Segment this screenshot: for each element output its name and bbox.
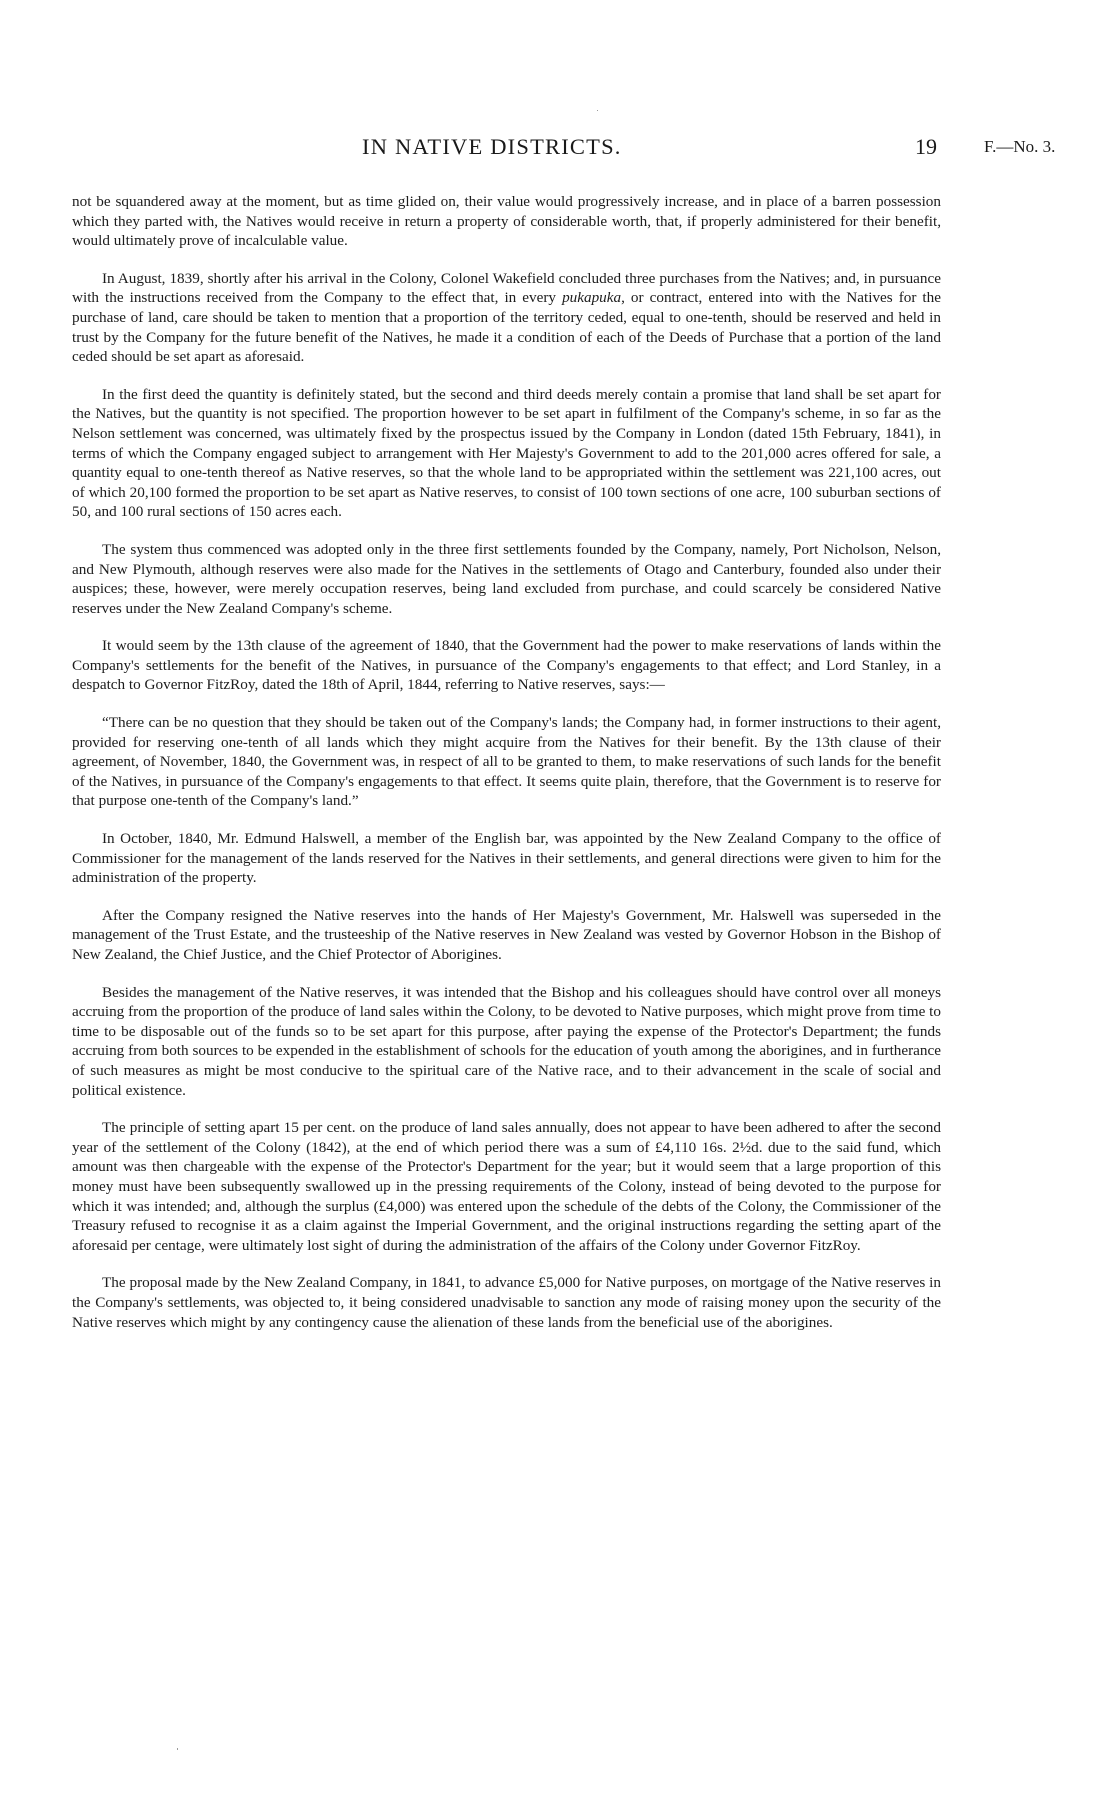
paragraph-continuation: not be squandered away at the moment, but as time glided on, their value would progressively increase, and in place of a barren possession which they parted with, the Natives would receive in return a property of considerable worth, that, if properly administered for their benefit, would ultimately prove of incalculable value. (72, 193, 941, 250)
running-header (0, 134, 1114, 164)
paragraph-system-commenced: The system thus commenced was adopted only in the three first settlements founded by the Company, namely, Port Nicholson, Nelson, and New Plymouth, although reserves were also made for the Natives in the settlements of Otago and Canterbury, founded also under their auspices; these, however, were merely occupation reserves, being land excluded from purchase, and could scarcely be considered Native reserves under the New Zealand Company's scheme. (72, 540, 941, 617)
paragraph-text: In August, 1839, shortly after his arrival in the Colony, Colonel Wakefield concluded three purchases from the Natives; and, in pursuance with the instructions received from the Company to the effect that, in every (72, 269, 941, 307)
paragraph-text: , or contract, entered into with the Natives for the purchase of land, care should be taken to mention that a proportion of the territory ceded, equal to one-tenth, should be reserved and held in trust by the Company for the future benefit of the Natives, he made it a condition of each of the Deeds of Purchase that a portion of the land ceded should be set apart as aforesaid. (72, 289, 941, 366)
paragraph-trusteeship: After the Company resigned the Native reserves into the hands of Her Majesty's Government, Mr. Halswell was superseded in the management of the Trust Estate, and the trusteeship of the Native reserves in New Zealand was vested by Governor Hobson in the Bishop of New Zealand, the Chief Justice, and the Chief Protector of Aborigines. (72, 906, 941, 963)
paragraph-company-proposal: The proposal made by the New Zealand Company, in 1841, to advance £5,000 for Native purposes, on mortgage of the Native reserves in the Company's settlements, was objected to, it being considered unadvisable to sanction any mode of raising money upon the security of the Native reserves which might by any contingency cause the alienation of these lands from the beneficial use of the aborigines. (72, 1274, 941, 1331)
paragraph-halswell-appointment: In October, 1840, Mr. Edmund Halswell, a member of the English bar, was appointed by the New Zealand Company to the office of Commissioner for the management of the lands reserved for the Natives in their settlements, and general directions were given to him for the administration of the property. (72, 830, 941, 887)
document-body (72, 192, 941, 1350)
print-speck (177, 1748, 178, 1750)
page-title: IN NATIVE DISTRICTS. (362, 134, 622, 159)
paragraph-management: Besides the management of the Native reserves, it was intended that the Bishop and his colleagues should have control over all moneys accruing from the proportion of the produce of land sales within the Colony, to be devoted to Native purposes, which might prove from time to time to be disposable out of the funds so to be set apart for this purpose, after paying the expense of the Protector's Department; the funds accruing from both sources to be expended in the establishment of schools for the education of youth among the aborigines, and in furtherance of such measures as might be most conducive to the spiritual care of the Native race, and to their advancement in the scale of social and political existence. (72, 983, 941, 1099)
paragraph-fifteen-per-cent: The principle of setting apart 15 per cent. on the produce of land sales annually, does not appear to have been adhered to after the second year of the settlement of the Colony (1842), at the end of which period there was a sum of £4,110 16s. 2½d. due to the said fund, which amount was then chargeable with the expense of the Protector's Department for the year; but it would seem that a large proportion of this money must have been subsequently swallowed up in the pressing requirements of the Colony, instead of being devoted to the purpose for which it was intended; and, although the surplus (£4,000) was entered upon the schedule of the debts of the Colony, the Commissioner of the Treasury refused to recognise it as a claim against the Imperial Government, and the original instructions regarding the setting apart of the aforesaid per centage, were ultimately lost sight of during the administration of the affairs of the Colony under Governor FitzRoy. (72, 1119, 941, 1254)
block-quotation: “There can be no question that they should be taken out of the Company's lands; the Company had, in former instructions to their agent, provided for reserving one-tenth of all lands which they might acquire from the Natives for their benefit. By the 13th clause of their agreement, of November, 1840, the Government was, in respect of all to be granted to them, to make reservations of such lands for the benefit of the Natives, in pursuance of the Company's engagements to that effect. It seems quite plain, therefore, that the Government is to reserve for that purpose one-tenth of the Company's land.” (72, 714, 941, 810)
paragraph-wakefield-purchases (72, 269, 941, 367)
document-reference: F.—No. 3. (984, 137, 1056, 156)
page-number: 19 (915, 134, 937, 159)
paragraph-thirteenth-clause: It would seem by the 13th clause of the agreement of 1840, that the Government had the power to make reservations of lands within the Company's settlements for the benefit of the Natives, in pursuance of the Company's engagements to that effect; and Lord Stanley, in a despatch to Governor FitzRoy, dated the 18th of April, 1844, referring to Native reserves, says:— (72, 637, 941, 694)
emphasis-term: pukapuka (562, 289, 622, 307)
paragraph-first-deed: In the first deed the quantity is definitely stated, but the second and third deeds merely contain a promise that land shall be set apart for the Natives, but the quantity is not specified. The proportion however to be set apart in fulfilment of the Company's scheme, in so far as the Nelson settlement was concerned, was ultimately fixed by the prospectus issued by the Company in London (dated 15th February, 1841), in terms of which the Company engaged subject to arrangement with Her Majesty's Government to add to the 201,000 acres offered for sale, a quantity equal to one-tenth thereof as Native reserves, so that the whole land to be appropriated within the settlement was 221,100 acres, out of which 20,100 formed the proportion to be set apart as Native reserves, to consist of 100 town sections of one acre, 100 suburban sections of 50, and 100 rural sections of 150 acres each. (72, 385, 941, 521)
print-speck (597, 110, 598, 111)
